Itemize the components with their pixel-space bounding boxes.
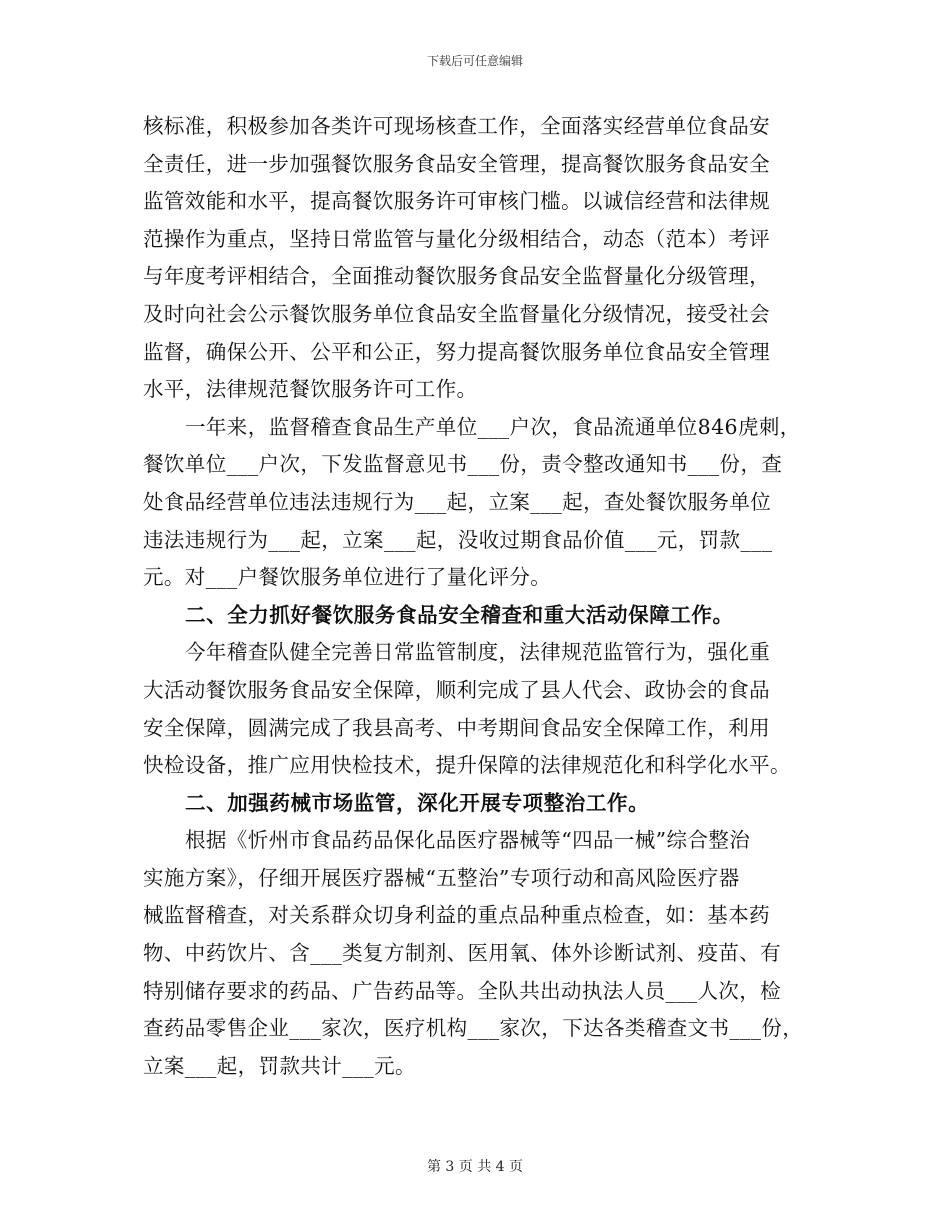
page-number: 第 3 页 共 4 页	[426, 1159, 524, 1175]
paragraph-line: 及时向社会公示餐饮服务单位食品安全监督量化分级情况，接受社会	[143, 301, 770, 326]
paragraph-line: 械监督稽查，对关系群众切身利益的重点品种重点检查，如：基本药	[143, 903, 770, 928]
paragraph-line: 特别储存要求的药品、广告药品等。全队共出动执法人员___人次，检	[143, 978, 782, 1003]
paragraph-line: 核标准，积极参加各类许可现场核查工作，全面落实经营单位食品安	[143, 114, 770, 138]
paragraph-line: 实施方案》，仔细开展医疗器械“五整治”专项行动和高风险医疗器	[143, 865, 740, 890]
paragraph-line: 范操作为重点，坚持日常监管与量化分级相结合，动态（范本）考评	[143, 226, 770, 251]
paragraph-line: 今年稽查队健全完善日常监管制度，法律规范监管行为，强化重	[185, 640, 771, 665]
paragraph-line: 元。对___户餐饮服务单位进行了量化评分。	[143, 565, 552, 590]
paragraph-line: 大活动餐饮服务食品安全保障，顺利完成了县人代会、政协会的食品	[143, 677, 770, 702]
paragraph-line: 一年来，监督稽查食品生产单位___户次，食品流通单位846虎刺，	[185, 414, 801, 439]
paragraph-line: 全责任，进一步加强餐饮服务食品安全管理，提高餐饮服务食品安全	[143, 151, 770, 176]
section-heading: 二、全力抓好餐饮服务食品安全稽查和重大活动保障工作。	[185, 602, 734, 627]
header-note: 下载后可任意编辑	[426, 54, 523, 68]
document-body	[143, 108, 823, 1085]
paragraph-line: 处食品经营单位违法违规行为___起，立案___起，查处餐饮服务单位	[143, 489, 772, 514]
paragraph-line: 物、中药饮片、含___类复方制剂、医用氧、体外诊断试剂、疫苗、有	[143, 941, 782, 966]
paragraph-line: 餐饮单位___户次，下发监督意见书___份，责令整改通知书___份，查	[143, 452, 783, 477]
paragraph-line: 根据《忻州市食品药品保化品医疗器械等“四品一械”综合整治	[185, 828, 751, 853]
paragraph-line: 查药品零售企业___家次，医疗机构___家次，下达各类稽查文书___份，	[143, 1016, 804, 1041]
paragraph-line: 违法违规行为___起，立案___起，没收过期食品价值___元，罚款___	[143, 527, 773, 552]
paragraph-line: 监管效能和水平，提高餐饮服务许可审核门槛。以诚信经营和法律规	[143, 189, 770, 214]
paragraph-line: 水平，法律规范餐饮服务许可工作。	[143, 377, 478, 402]
paragraph-line: 立案___起，罚款共计___元。	[143, 1053, 416, 1078]
paragraph-line: 快检设备，推广应用快检技术，提升保障的法律规范化和科学化水平。	[143, 753, 791, 778]
paragraph-line: 监督，确保公开、公平和公正，努力提高餐饮服务单位食品安全管理	[143, 339, 770, 364]
section-heading: 二、加强药械市场监管，深化开展专项整治工作。	[185, 790, 650, 815]
paragraph-line: 与年度考评相结合，全面推动餐饮服务食品安全监督量化分级管理，	[143, 264, 770, 289]
paragraph-line: 安全保障，圆满完成了我县高考、中考期间食品安全保障工作，利用	[143, 715, 770, 740]
